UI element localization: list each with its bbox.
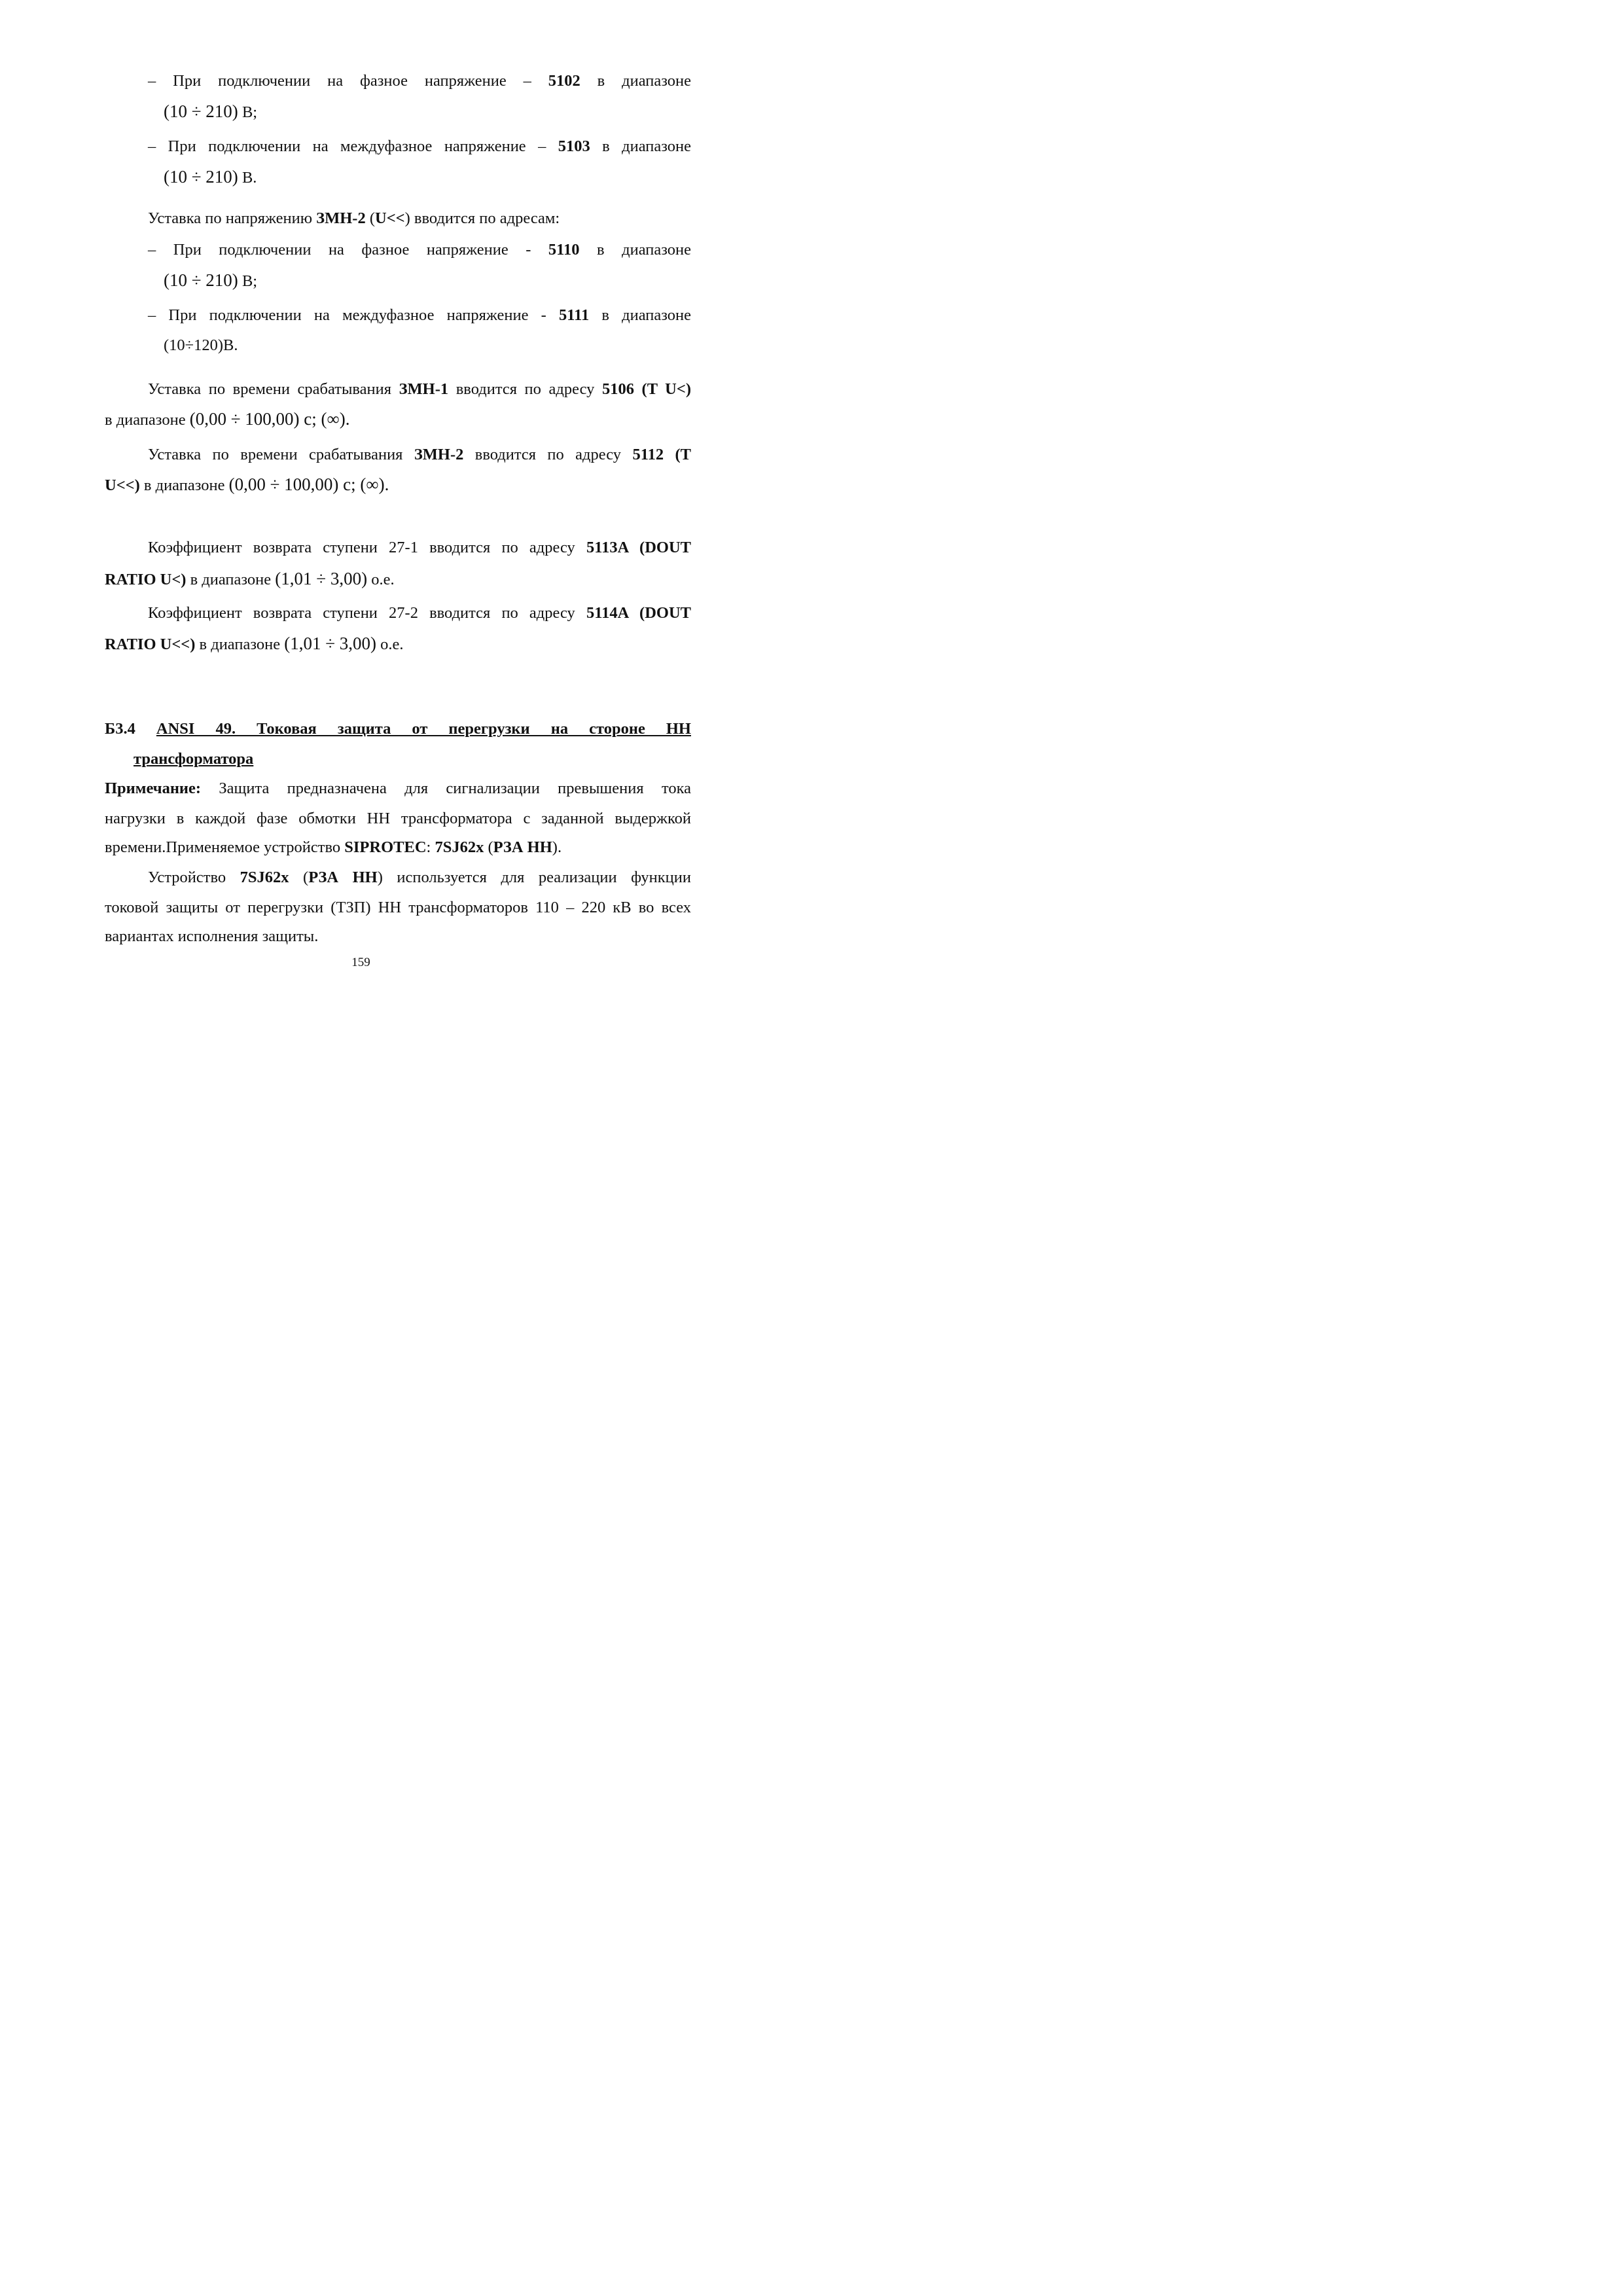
paragraph-return-ratio-27-2-range: RATIO U<<) в диапазоне (1,01 ÷ 3,00) о.е. (105, 634, 404, 653)
document-page (0, 0, 722, 1020)
section-heading-line2: трансформатора (134, 750, 254, 768)
paragraph-time-zmn2: Уставка по времени срабатывания ЗМН-2 вводится по адресу 5112 (T (148, 446, 691, 463)
bullet-line-voltage-zmn1: – При подключении на междуфазное напряжение – 5103 в диапазоне (148, 137, 692, 155)
bullet-line-voltage-zmn1-range: (10 ÷ 210) В. (164, 167, 257, 187)
bullet-line-voltage-zmn2-range: (10÷120)В. (164, 336, 238, 354)
device-paragraph: Устройство 7SJ62x (РЗА НН) используется для реализации функции (148, 869, 691, 886)
device-paragraph-line3: вариантах исполнения защиты. (105, 927, 319, 945)
paragraph-time-zmn2-range: U<<) в диапазоне (0,00 ÷ 100,00) с; (∞). (105, 475, 389, 494)
note-paragraph-line3: времени.Применяемое устройство SIPROTEC: 7SJ62x (РЗА НН). (105, 838, 562, 856)
page-number: 159 (351, 956, 370, 969)
bullet-phase-voltage-zmn2-range: (10 ÷ 210) В; (164, 270, 258, 290)
section-heading: Б3.4 ANSI 49. Токовая защита от перегрузки на стороне НН (105, 720, 691, 738)
paragraph-return-ratio-27-2: Коэффициент возврата ступени 27-2 вводится по адресу 5114A (DOUT (148, 604, 691, 622)
paragraph-return-ratio-27-1-range: RATIO U<) в диапазоне (1,01 ÷ 3,00) о.е. (105, 569, 395, 588)
note-paragraph-line2: нагрузки в каждой фазе обмотки НН трансформатора с заданной выдержкой (105, 810, 691, 827)
bullet-phase-voltage-zmn1: – При подключении на фазное напряжение – 5102 в диапазоне (148, 72, 691, 90)
bullet-phase-voltage-zmn2: – При подключении на фазное напряжение - 5110 в диапазоне (148, 241, 692, 259)
paragraph-time-zmn1-range: в диапазоне (0,00 ÷ 100,00) с; (∞). (105, 409, 350, 429)
paragraph-time-zmn1: Уставка по времени срабатывания ЗМН-1 вводится по адресу 5106 (T U<) (148, 380, 691, 398)
paragraph-return-ratio-27-1: Коэффициент возврата ступени 27-1 вводится по адресу 5113A (DOUT (148, 539, 691, 556)
note-paragraph: Примечание: Защита предназначена для сигнализации превышения тока (105, 780, 691, 797)
paragraph-zmn2-addresses: Уставка по напряжению ЗМН-2 (U<<) вводится по адресам: (148, 209, 560, 227)
device-paragraph-line2: токовой защиты от перегрузки (ТЗП) НН трансформаторов 110 – 220 кВ во всех (105, 899, 691, 916)
bullet-line-voltage-zmn2: – При подключении на междуфазное напряжение - 5111 в диапазоне (148, 306, 691, 324)
bullet-phase-voltage-zmn1-range: (10 ÷ 210) В; (164, 101, 258, 121)
